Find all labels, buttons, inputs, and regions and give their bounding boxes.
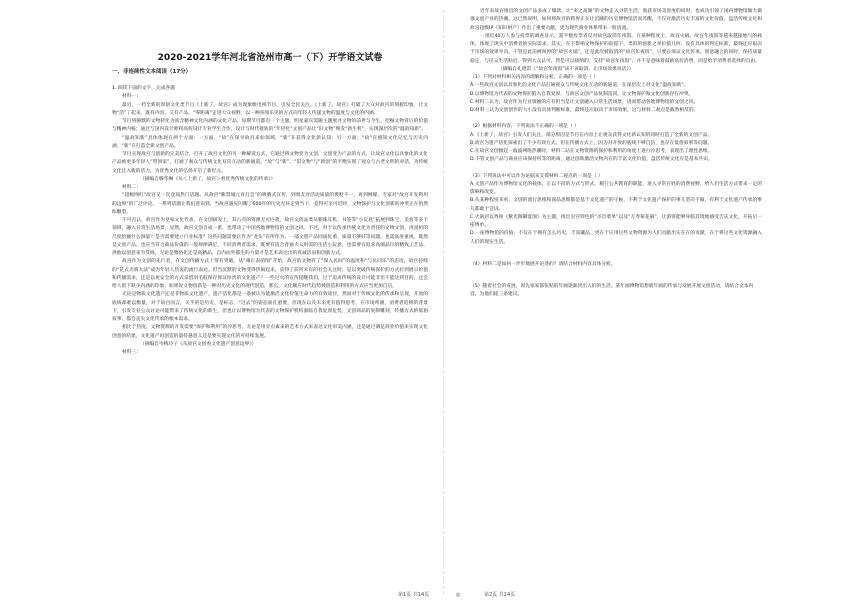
option-a: A.文创产品作为博物馆文化的载体，正以不同的方式与形式，履行公共教育的职能，进入寻常百姓的消费视野，给人们生活方式带来一定的影响和改变。 [470,181,762,195]
question-stem: （3）下列说法中可以作为论据来支撑材料二观点的一项是（ ） [470,173,603,179]
paragraph: 无论是物质文化遗产还是非物质文化遗产，遗产活化都是一条被认为能激活文化价值生命力的有效途径，然而对于传统文化的传承和呈现，开放的底线却难以衡量，对于故宫而言，关乎的是历史、是标志，“过去”的姿态面孔重要，但现在以及未来更有值得思考，在市场所涵，消费者追捧的背景下，引发专业公众讨论可能带来了传统文化的新生，但也让以博物馆为代表的文物保护机构面临自我复原危势，文创商品的复制雕刻，传播方式的低俗叙事，都会丧失文化传承的根本需求。 [112,292,428,322]
option-d: D.材料三认为文创创作的大小没有具体判断标准，最终还应取决于市场效果，这与材料二观点是截然相反的。 [470,108,699,113]
option-a: A.《上新了，故宫》引发人们关注，部分原因是节目在内容上让观众获得文化新认知的同时打造了全新的文创产品。 [470,132,713,138]
question-intro: 1. 阅读下面的文字，完成各题 [112,86,176,91]
material-label: 材料一： [122,94,142,100]
source-citation: （摘编自滕华琳《从＜上新了，故宫＞看优秀传统文化的传承》） [140,176,276,182]
option-d: D.一座博物馆的价值，不仅在于拥有怎么历史，丰富藏品，更在于应用这些文物资源为人们贡献出实在在的贡献，在于将这些文化资源融入人们的现实生活。 [470,231,762,245]
question-stem: （5）随着社会的发展，原先家家都张贴的年画逐渐淡出人们的生活。某年画博物馆想就年画的传承与发展开展文创活动，请结合文本内容，为他们提三条建议。 [470,284,754,298]
paragraph: 最近，一档全新的原创文化类节目《上新了，故宫》成为现象级电视节目，引发全民关注。《上新了，故宫》打破了大众对故宫的刻板印象，让文物“活”了起来，既有内容、又有产品，“零距离”走进大众视野，以一种喜闻乐见的方式向年轻人传递文物的温度与文化的内涵。 [112,102,428,116]
option-d: D.不管文创产品与商业应该保持何等的距离，通过创新激活文物内在的丰富文化价值，盘活传统文化应是基本共识。 [470,157,713,163]
paragraph: 近年来故宫推出的文创产品多成了爆款，让“来之高阁”的文物走入寻常生活，收获市场美誉度的同时，也成功引领了国内博物馆做大做强文创产业的热潮。这已然说明，如何将故宫的跨界正在让沉睡的历史博物馆活而苏醒，不仅对激活历史丰富的文化价值，盘活传统文化和故宫超级IP（知识财产）作出了重要贡献，更为现代商业体系带来一股清流。 [470,9,762,31]
exam-title: 2020-2021学年河北省沧州市高一（下）开学语文试卷 [157,53,383,63]
fold-mark-icon: ◎ [456,592,461,598]
source-citation: （摘编自孔德淇《“故宫年夜饭”该不该取消，让市场效果说话》） [498,66,634,72]
left-column [112,8,428,357]
material-label: 材料三： [122,350,142,355]
option-b: B.故宫为遗产活化探索出了不少有效方式，但在传播方式上，因为对开放的底线不够自信，也存在低俗叙事等问题。 [470,140,713,146]
paragraph: “超级网红”故宫又一次登顶热门话题。从故宫“紫禁城元宵灯会”的吸睛式宣传，到周友对活动质量的褒贬不一，再到网媒、专家对“故宫开发利用的边界”的广泛评论，一系列话题让我们意识到，当故宫遇见闪耀了600年的历史光环走到当下，竟得可亲可近时，文物保护与文化创新的冲突正在悄然酝酿着。 [112,193,428,215]
column-divider [443,10,444,594]
question-stem: （4）材料二是如何一步步地展开论述的？请结合材料内容具体分析。 [470,261,616,267]
option-c: C.材料二认为，故宫作为行业领袖的应有担当是让文创融入日常生活场景，进而带动各地博物馆的文创之风。 [470,99,699,105]
option-c: C.火锅店以秀推《紫光阁御宴图》为主题，推出皇宫特色的“圣旨菜单”以及“万寿菊花锅”，让游客能够身临其境地感受吉庆文化，开拓后一座博单。 [470,214,762,228]
question-stem: （1）下列对材料相关内容的理解和分析，正确的一项是（ ） [470,75,599,80]
paragraph: 节目将静默的文物转化为富含精神文化内涵的文化产品。每期节目都有一个主题，明星嘉宾需随主题展寻文物的前世与今生，挖掘文物背后的价值与精神内核；通过与国内设计师和高校设计专业学生合作，设计与时代接轨的“年轻化”文创产品让“旧文物”焕发“新生机”，实现深层次的“温故知新”。 [112,119,428,133]
page-number-left: 第1页 共14页 [398,592,430,598]
question-stem: （2）根据材料内容，下列说法不正确的一项是（ ） [470,124,580,130]
paragraph: 相比于热度，文物资源的开发需要“保护和利用”的冷思考。无论是用旁点素来的艺术方式来表达文化审美内涵，还是通过满足商业价值来实现文化创意的结果，文化遗产再创造的量持悬意义还是要实现文化的可持续发展。 [112,325,428,339]
option-a: A.一些故宫文创以具象化的文化产品打通观众与传统文化互动的新通道，在深层次上对文化“温故知新”。 [470,83,689,89]
source-citation: （摘编自岑梅玲子《从故宫文创看文化遗产创意边界》） [140,341,257,347]
paragraph: 一项近40万人参与投票的调查显示，超半数投票者反对故宫取消年夜饭。在某种程度上，故宫火锅、故宫年夜饭等越来越接地气的载体，体现了现实中消费者的实际需求。其实，在不影响文物保护的前提下，类似的创新之举价值几何，没有具体的判定标准，最终还应取决于市场的效果导向。不管是此前被叫停的“故宫火锅”，还是此次被取消的“故宫年夜饭”，只要在保证文化传承，创意融合的同时，保持质量稳定，与民众生活贴近，得到大众认可，皆是可以接纳的，支持“故宫年夜饭”，并不是意味着鼓励高价消费，而是给予消费者选择的自由。 [470,33,762,64]
material-label: 材料二： [122,185,142,190]
paragraph: 不可否认，故宫作为皇家文化代表，在文创研发上，其占有的资源无可匹敌，故宫文创品类从朝珠耳机、书签等“小玩意”拓展到珠宝、美妆等多个领域，融入日常生活场景，显然，故宫文创自成一派，也带动了中国各地博物馆的文创之风。不过，对于以传承传统文化为责任的文物文创，再剖析的尺度恰握什么洞量？是否需要建立行业标准？这些问题需要官作为“龙头”有所作为。一部文创产品同质化重、质量不够好等问题，也需高度重视。既然是文创产品，也应当符合商品价值的一般规律满足，不同消费者需求，既要有适合普通大众用需的生活小玩意，也需要有追求高端品位的精致工艺品，供他以创意来为反线，无论是雅俗化还是高精品，自内而外都生的力量才是艺术表达出的真诚活泉和创新方式。 [112,218,428,256]
option-b: B.以博物馆为代表的文物保护陷入自我复原，与故宫文创产品复制雷同，让文物保护和文化创新存在冲突。 [470,91,694,97]
option-c: C.在故宫文创掀起一波波网络热潮时，材料二站在文物资源的保护和利用的角度上进行冷思考，表现出了理性思维。 [470,149,713,154]
paragraph: “温故知新”具体体现在两个方面：一方面，“故”在探寻故宫来如领域，“新”在获得文化新认知；另一方面，“故”在感知文化记忆与历史内涵，“新”在打造全新文创产品。 [112,135,428,149]
page-number-right: 第2页 共14页 [484,592,516,598]
right-column [470,8,762,300]
paragraph: 故宫作为文创的先行者，在文创传播方式上常有突破，从“雍正表萌图”开始，故宫的文物有了“深入民间”的温度和“与民同乐”的态度，故宫持续的“花式卖萌大法”成为年轻人热衷的流行表达。但当沉默的文物变得热闹起来，获得了前所未有的社会关注时，是以突破传统保护的方式拉到展示价值和传播需求，还是以更安全的方式拿惜羽毛般保存保证珍贵的文化遗产？一些过火的宣传提醒我们，过于追求传统的设计可能非但不能达到目的，还会给人留下缺少内涵的印象。如果说文物创新是一种对历史文化的现代创造，那么，文化顺应时代趋势被创造和利用的方式应当更加自信。 [112,259,428,289]
option-b: B.从某种程度来看，文创的流行思维和商品思维都是基于文化遗产的守候，不利于文化遗产保护的事儿坚决不做，有利于文化遗产传承的事儿都敢于尝试。 [470,198,762,212]
paragraph: 节目实现故宫与创新的完美结合，打开了故宫文化的另一种解读方式，它通过将文物变为文创，文创变为产品的方式，让故宫文化以具象化的文化产品被更多年轻人“带回家”，打通了观众与传统文化双向互动的新通道。“故”与“新”、“旧文物”与“新创”的平衡实现了观众与古老文明的对话，为传统文化注入新的活力，为优秀文化的弘扬开启了新纪元。 [112,152,428,174]
section-heading: 一、非连续性文本阅读（17分） [112,69,192,75]
